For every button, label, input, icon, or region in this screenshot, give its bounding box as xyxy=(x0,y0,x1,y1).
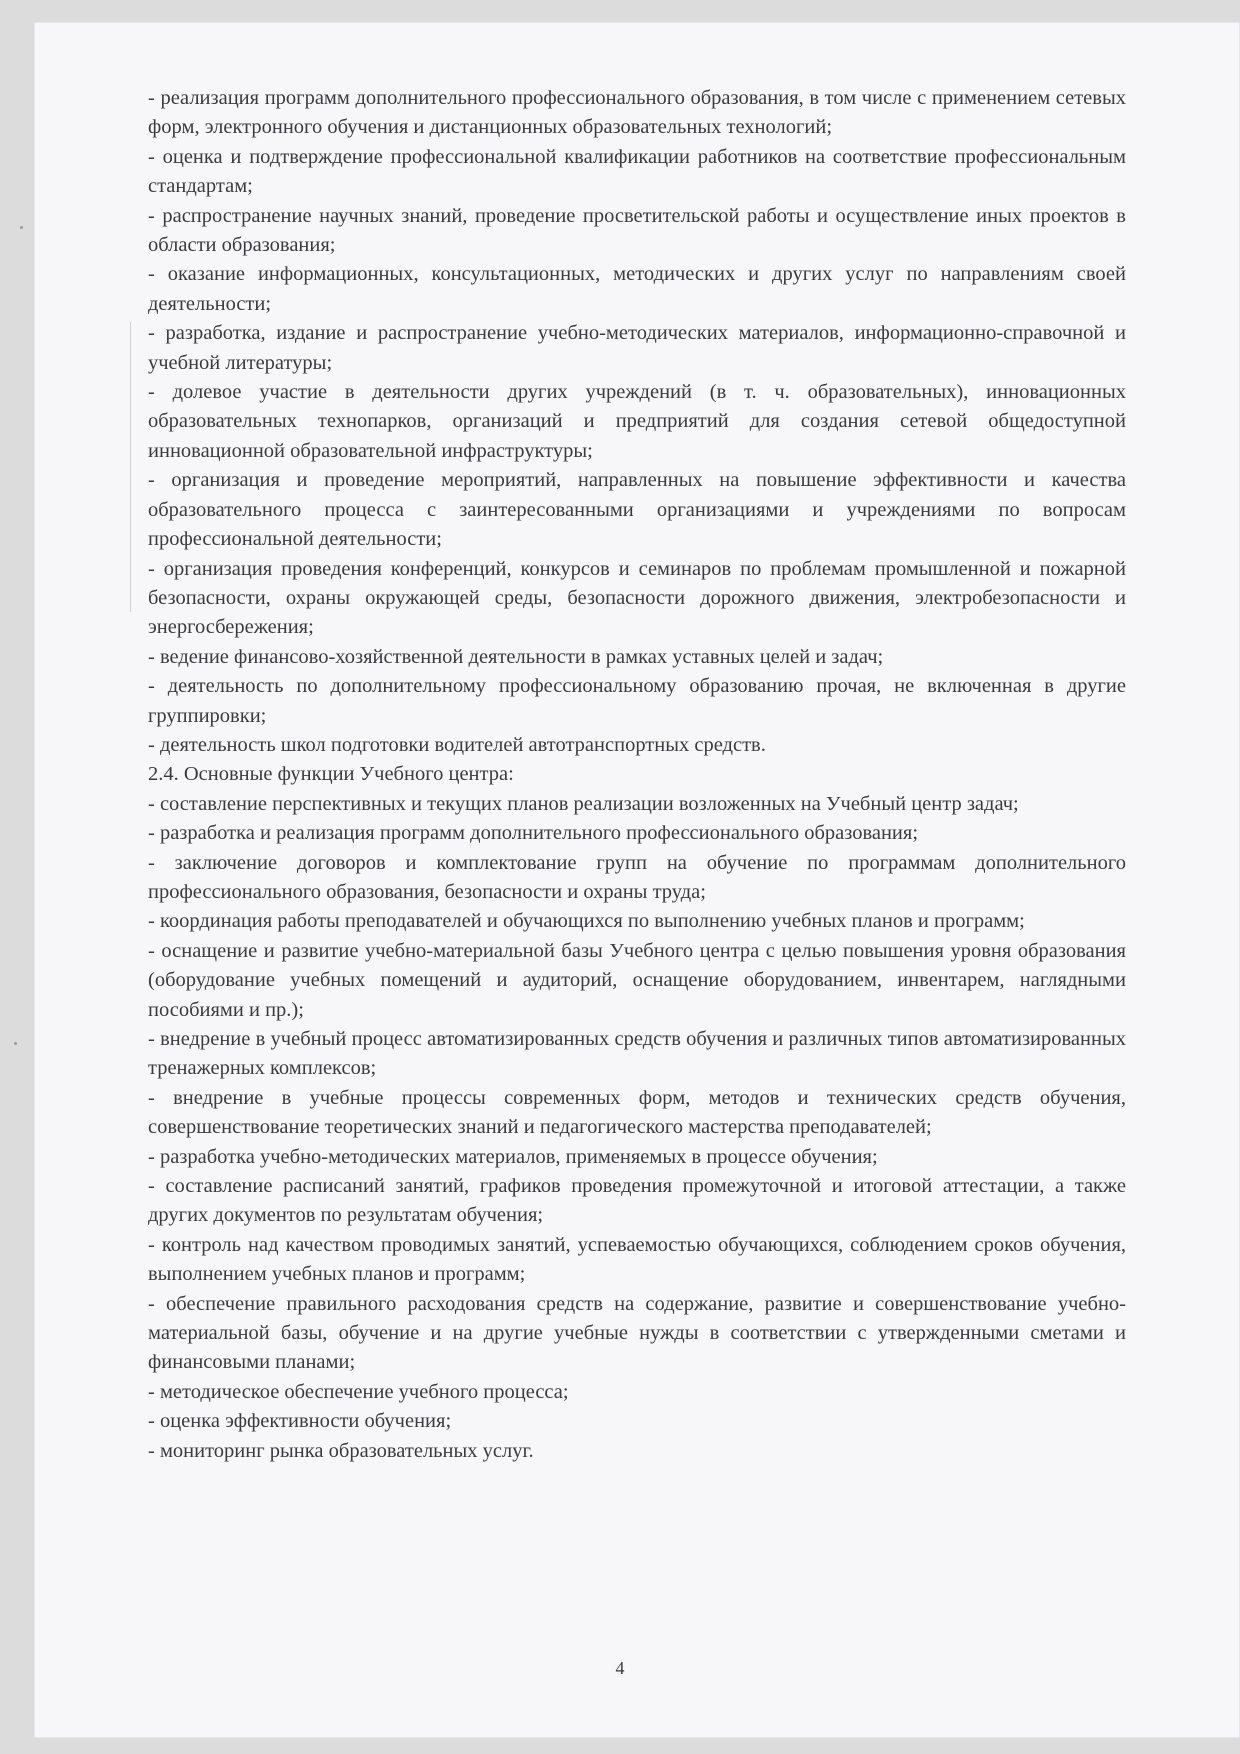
paragraph: - деятельность по дополнительному профессиональному образованию прочая, не включенная в другие группировки; xyxy=(148,675,1126,727)
paragraph: - деятельность школ подготовки водителей автотранспортных средств. xyxy=(148,733,766,756)
paragraph: - разработка и реализация программ дополнительного профессионального образования; xyxy=(148,822,919,845)
paragraph: - обеспечение правильного расходования средств на содержание, развитие и совершенствование учебно-материальной базы, обучение и на другие учебные нужды в соответствии с утвержденными сметами и финансовыми планами; xyxy=(148,1292,1126,1374)
scan-speck xyxy=(14,1042,17,1045)
paragraph: - распространение научных знаний, проведение просветительской работы и осуществление иных проектов в области образования; xyxy=(148,204,1126,257)
paragraph: - реализация программ дополнительного профессионального образования, в том числе с применением сетевых форм, электронного обучения и дистанционных образовательных технологий; xyxy=(148,87,1126,139)
paragraph: - внедрение в учебный процесс автоматизированных средств обучения и различных типов автоматизированных тренажерных комплексов; xyxy=(148,1028,1126,1080)
paragraph: - разработка, издание и распространение учебно-методических материалов, информационно-справочной и учебной литературы; xyxy=(148,322,1126,374)
paragraph: - разработка учебно-методических материалов, применяемых в процессе обучения; xyxy=(148,1145,878,1168)
scan-margin-line xyxy=(130,322,131,612)
paragraph: - оснащение и развитие учебно-материальной базы Учебного центра с целью повышения уровня образования (оборудование учебных помещений и аудиторий, оснащение оборудованием, инвентарем, наглядными пособиями и пр.); xyxy=(148,939,1126,1021)
paragraph: - организация проведения конференций, конкурсов и семинаров по проблемам промышленной и пожарной безопасности, охраны окружающей среды, безопасности дорожного движения, электробезопасности и энергосбережения; xyxy=(148,557,1126,639)
paragraph: - составление перспективных и текущих планов реализации возложенных на Учебный центр задач; xyxy=(148,792,1019,815)
paragraph: - составление расписаний занятий, графиков проведения промежуточной и итоговой аттестации, а также других документов по результатам обучения; xyxy=(148,1175,1126,1227)
page-number: 4 xyxy=(615,1658,625,1678)
paragraph: - оказание информационных, консультационных, методических и других услуг по направлениям своей деятельности; xyxy=(148,263,1126,315)
paragraph: - оценка и подтверждение профессиональной квалификации работников на соответствие профессиональным стандартам; xyxy=(148,145,1126,198)
paragraph: - методическое обеспечение учебного процесса; xyxy=(148,1380,569,1403)
paragraph: - ведение финансово-хозяйственной деятельности в рамках уставных целей и задач; xyxy=(148,645,884,668)
paragraph: - контроль над качеством проводимых занятий, успеваемостью обучающихся, соблюдением сроков обучения, выполнением учебных планов и программ; xyxy=(148,1233,1126,1286)
document-body xyxy=(148,84,1126,1466)
paragraph: - организация и проведение мероприятий, направленных на повышение эффективности и качества образовательного процесса с заинтересованными организациями и учреждениями по вопросам профессиональной деятельности; xyxy=(148,469,1126,551)
paragraph: - мониторинг рынка образовательных услуг. xyxy=(148,1439,534,1462)
scan-speck xyxy=(20,226,23,229)
paragraph: - внедрение в учебные процессы современных форм, методов и технических средств обучения, совершенствование теоретических знаний и педагогического мастерства преподавателей; xyxy=(148,1086,1126,1139)
paragraph: - заключение договоров и комплектование групп на обучение по программам дополнительного профессионального образования, безопасности и охраны труда; xyxy=(148,851,1126,903)
paragraph: - координация работы преподавателей и обучающихся по выполнению учебных планов и программ; xyxy=(148,910,1025,933)
paragraph: - долевое участие в деятельности других учреждений (в т. ч. образовательных), инновационных образовательных технопарков, организаций и предприятий для создания сетевой общедоступной инновационной образовательной инфраструктуры; xyxy=(148,381,1126,462)
section-heading: 2.4. Основные функции Учебного центра: xyxy=(148,763,514,786)
paragraph: - оценка эффективности обучения; xyxy=(148,1410,452,1433)
